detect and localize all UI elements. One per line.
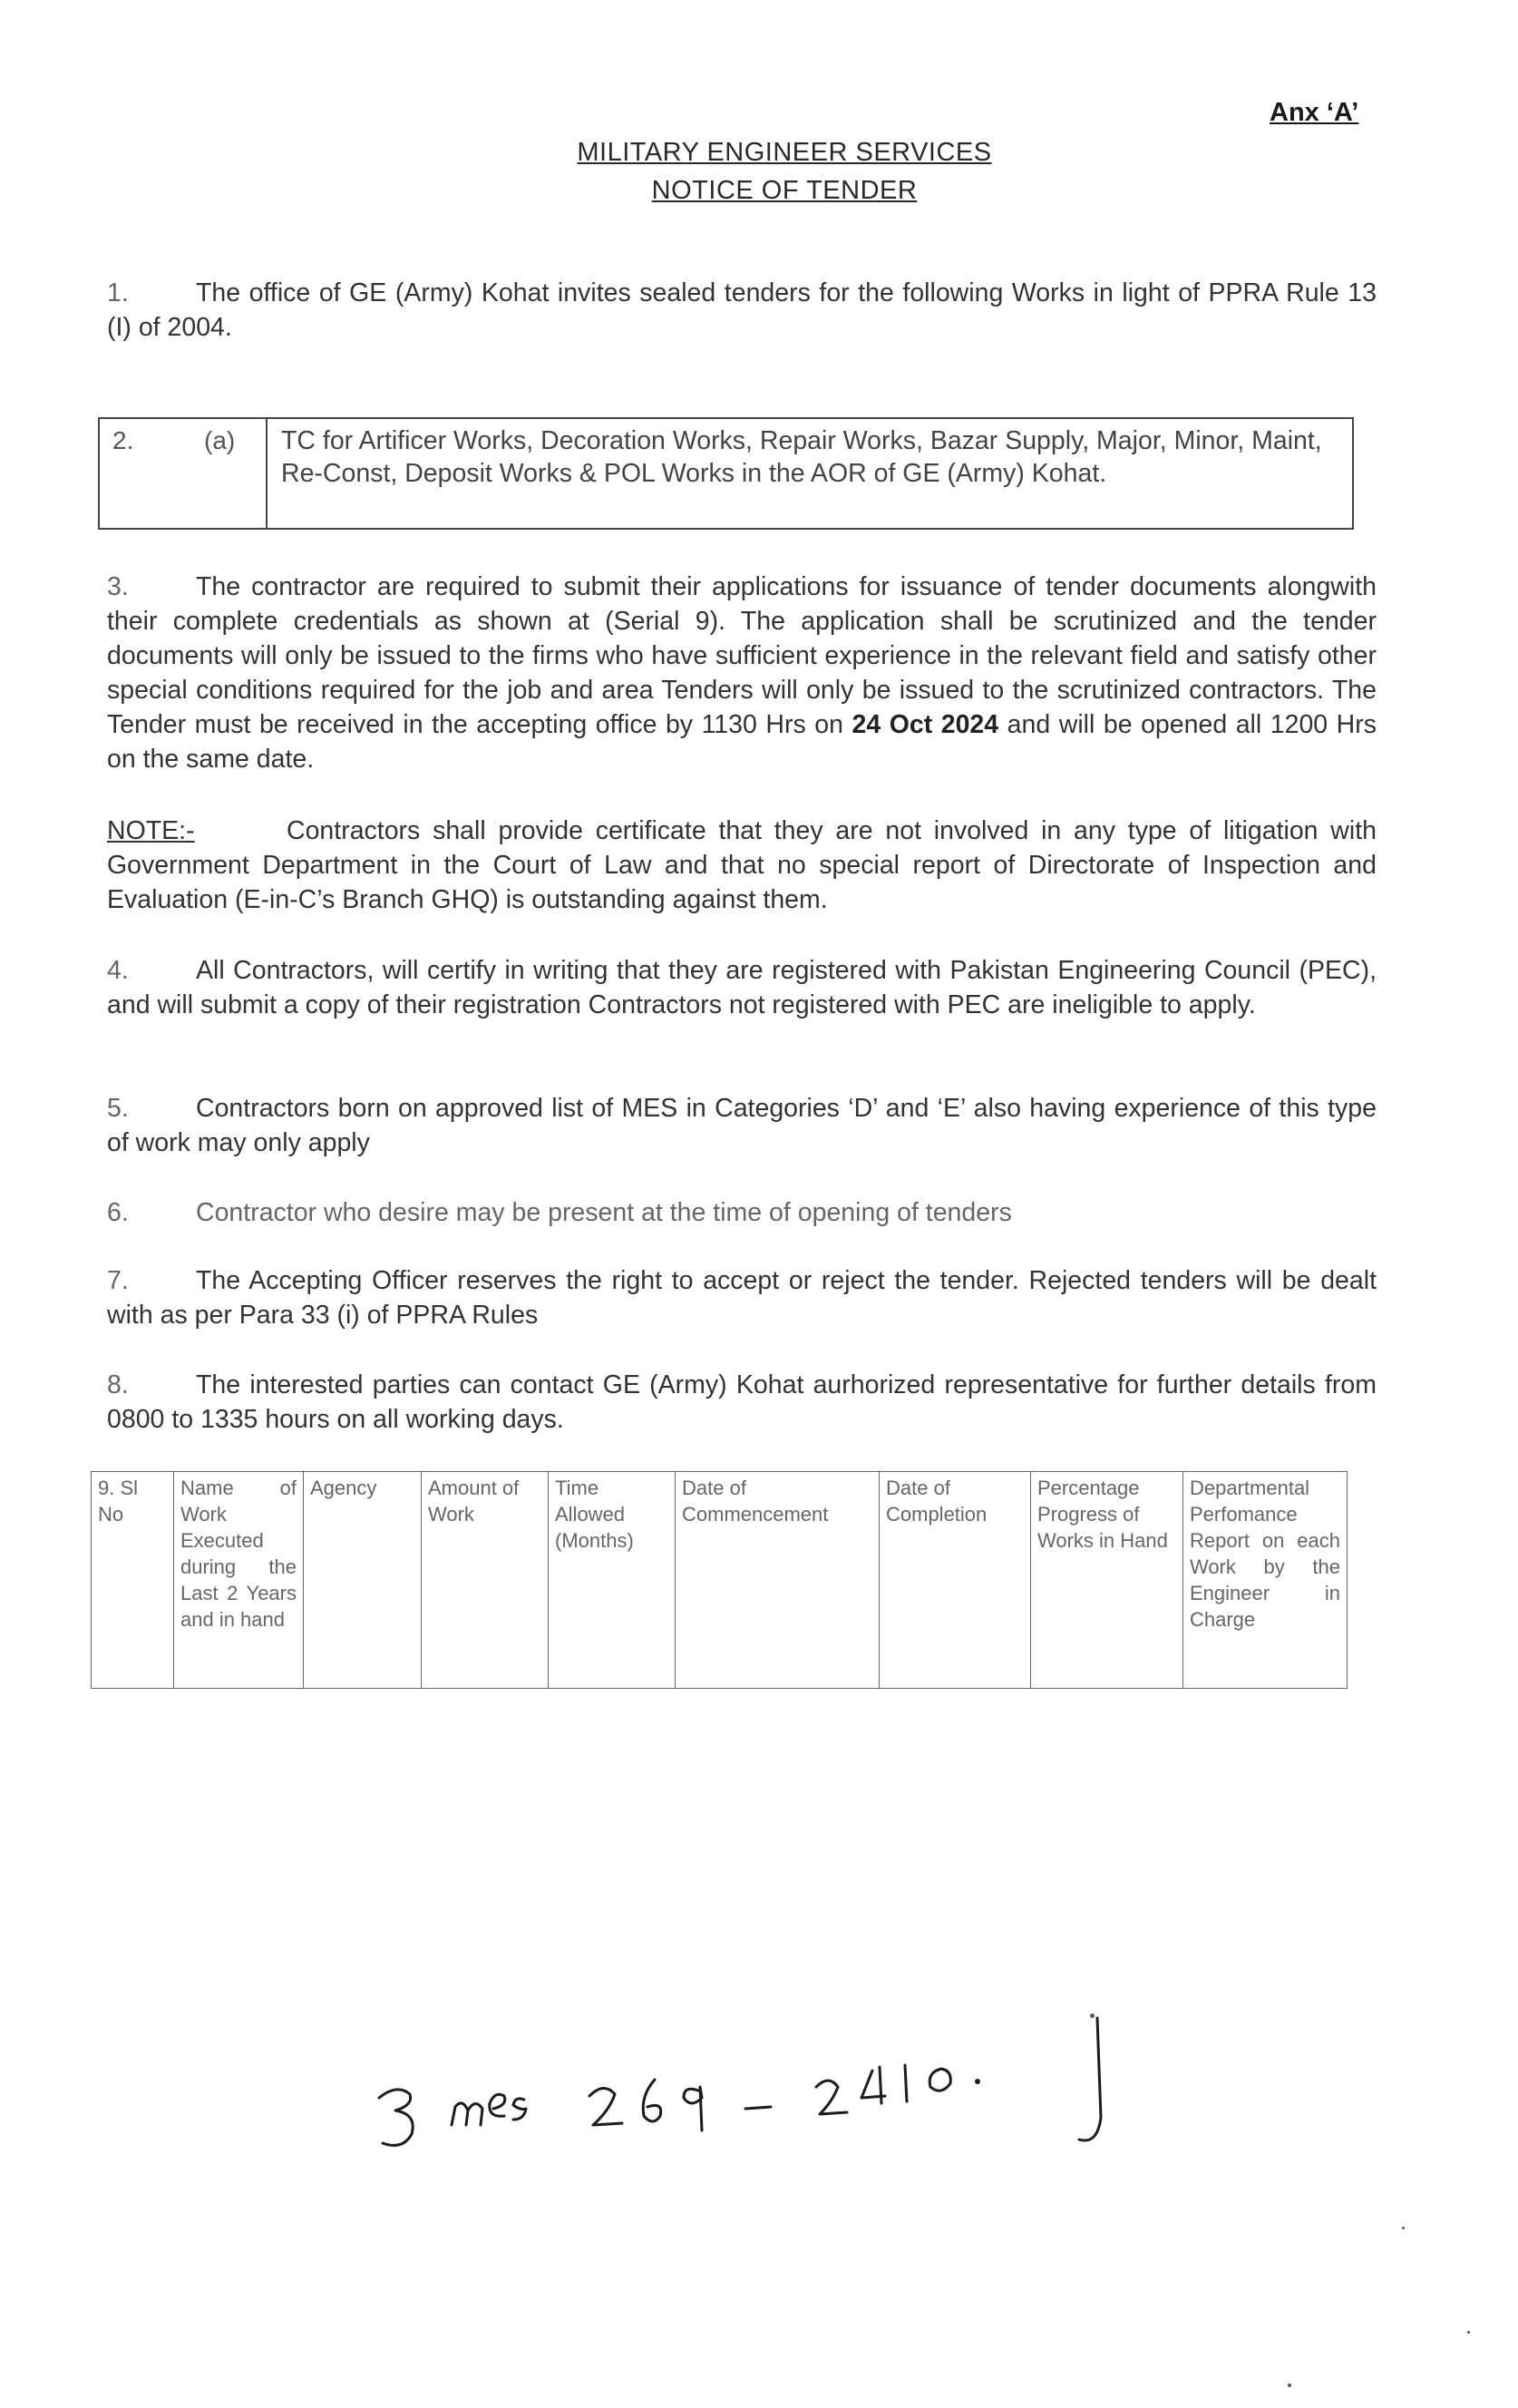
column-header: Agency [304,1472,422,1689]
column-header: Date of Completion [880,1472,1031,1689]
paragraph-sub-number: (a) [204,426,236,454]
scan-speck [1288,2384,1291,2387]
scan-speck [1467,2331,1470,2334]
credentials-table [91,1471,1348,1689]
paragraph-text: All Contractors, will certify in writing that they are registered with Pakistan Engineering Council (PEC), and will submit a copy of their registration Contractors not registered with PEC are ineligible to apply. [107,956,1377,1019]
paragraph-text: The interested parties can contact GE (Army) Kohat aurhorized representative for further details from 0800 to 1335 hours on all working days. [107,1370,1377,1434]
paragraph-7 [107,1263,1377,1332]
note-text: Contractors shall provide certificate that they are not involved in any type of litigation with Government Department in the Court of Law and that no special report of Directorate of Inspection and Evaluation (E-in-C’s Branch GHQ) is outstanding against them. [107,816,1377,914]
paragraph-text-end: and will be opened all 1200 Hrs on the same date. [107,710,1377,774]
paragraph-8 [107,1368,1377,1437]
paragraph-text: The contractor are required to submit their applications for issuance of tender documents alongwith their complete credentials as shown at (Serial 9). The application shall be scrutinized and the tender documents will only be issued to the firms who have sufficient experience in the relevant field and satisfy other special conditions required for the job and area Tenders will only be issued to the scrutinized contractors. The Tender must be received in the accepting office by 1130 Hrs on [107,572,1377,739]
paragraph-5 [107,1091,1377,1160]
paragraph-2-box [98,417,1354,530]
paragraph-number: 4. [107,956,129,985]
paragraph-4 [107,953,1377,1022]
paragraph-text: Contractors born on approved list of MES in Categories ‘D’ and ‘E’ also having experience of this type of work may only apply [107,1094,1377,1157]
column-header: Time Allowed (Months) [549,1472,676,1689]
paragraph-text: The Accepting Officer reserves the right to accept or reject the tender. Rejected tenders will be dealt with as per Para 33 (i) of PPRA Rules [107,1266,1377,1330]
column-header: Name of Work Executed during the Last 2 Years and in hand [174,1472,304,1689]
paragraph-number: 1. [107,278,129,307]
column-header: 9. Sl No [92,1472,174,1689]
header-title: MILITARY ENGINEER SERVICES [577,138,992,167]
paragraph-number: 8. [107,1370,129,1399]
paragraph-number: 2. [112,426,134,454]
paragraph-number: 3. [107,572,129,601]
paragraph-number: 6. [107,1198,129,1227]
note-label: NOTE:- [107,816,195,845]
table-header-row [92,1472,1348,1689]
paragraph-6 [107,1195,1377,1230]
scan-speck [1090,2013,1095,2018]
paragraph-3 [107,570,1377,776]
header-subtitle: NOTICE OF TENDER [651,176,918,205]
column-header: Date of Commencement [676,1472,880,1689]
paragraph-number: 7. [107,1266,129,1295]
handwritten-reference-note [372,1982,1188,2163]
paragraph-number: 5. [107,1094,129,1123]
annex-label: Anx ‘A’ [1270,98,1359,127]
paragraph-text: Contractor who desire may be present at the time of opening of tenders [196,1198,1012,1227]
paragraph-2-label-cell [100,419,268,528]
column-header: Departmental Perfomance Report on each Work by the Engineer in Charge [1183,1472,1348,1689]
column-header: Amount of Work [422,1472,549,1689]
note-paragraph [107,814,1377,917]
paragraph-text: The office of GE (Army) Kohat invites sealed tenders for the following Works in light of PPRA Rule 13 (I) of 2004. [107,278,1377,342]
paragraph-2-text: TC for Artificer Works, Decoration Works, Repair Works, Bazar Supply, Major, Minor, Maint, Re-Const, Deposit Works & POL Works in the AOR of GE (Army) Kohat. [281,426,1322,488]
closing-date: 24 Oct 2024 [851,710,999,739]
paragraph-1 [107,276,1377,345]
column-header: Percentage Progress of Works in Hand [1031,1472,1183,1689]
scan-speck [1402,2227,1405,2229]
